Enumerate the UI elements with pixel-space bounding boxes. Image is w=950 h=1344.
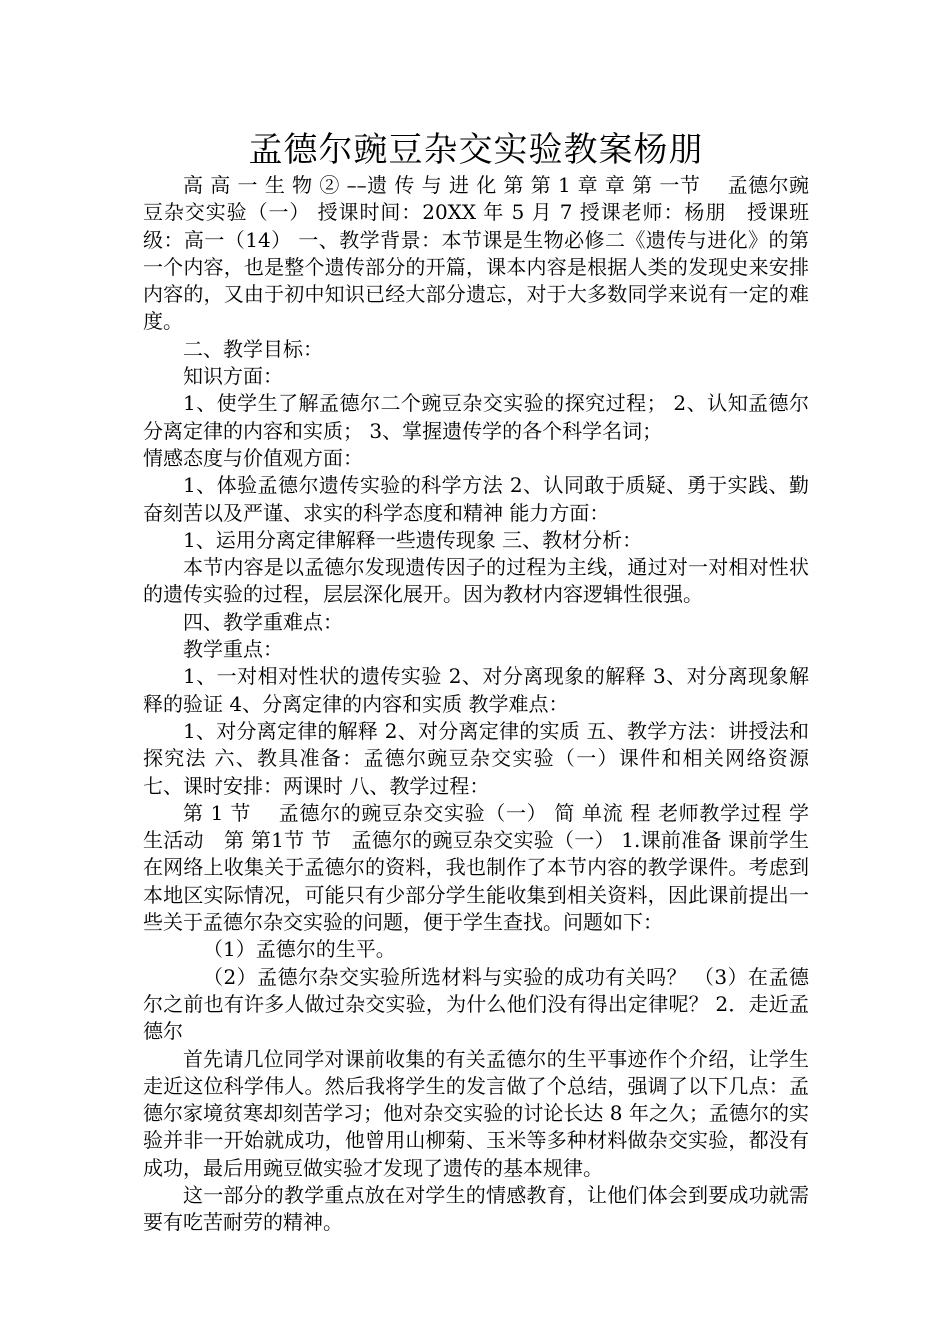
paragraph-difficulty-items: 1、对分离定律的解释 2、对分离定律的实质 五、教学方法：讲授法和探究法 六、教具准备：孟德尔豌豆杂交实验（一）课件和相关网络资源 七、课时安排：两课时 八、教学过程： xyxy=(143,718,809,798)
paragraph-key-points-heading: 四、教学重难点： xyxy=(183,609,343,634)
paragraph-emotional-education: 这一部分的教学重点放在对学生的情感教育，让他们体会到要成功就需要有吃苦耐劳的精神。 xyxy=(143,1182,809,1235)
paragraph-teaching-goals-heading: 二、教学目标： xyxy=(183,336,323,361)
paragraph-key-heading: 教学重点： xyxy=(183,637,283,662)
paragraph-question-1: （1）孟德尔的生平。 xyxy=(203,937,396,962)
document-title: 孟德尔豌豆杂交实验教案杨朋 xyxy=(248,130,704,170)
paragraph-attitude-heading: 情感态度与价值观方面： xyxy=(143,445,363,470)
paragraph-approach-mendel: 首先请几位同学对课前收集的有关孟德尔的生平事迹作个介绍，让学生走近这位科学伟人。然后我将学生的发言做了个总结，强调了以下几点：孟德尔家境贫寒却刻苦学习；他对杂交实验的讨论长达 8 年之久；孟德尔的实验并非一开始就成功，他曾用山柳菊、玉米等多种材料做杂交实验，都没有成功，最后用豌豆做实验才发现了遗传的基本规律。 xyxy=(143,1046,809,1180)
paragraph-question-2-3: （2）孟德尔杂交实验所选材料与实验的成功有关吗？ （3）在孟德尔之前也有许多人做过杂交实验，为什么他们没有得出定律呢？ 2．走近孟德尔 xyxy=(143,964,809,1044)
paragraph-header-info: 高 高 一 生 物 ② ––遗 传 与 进 化 第 第 1 章 章 第 一节 孟德尔豌豆杂交实验（一） 授课时间：20XX 年 5 月 7 授课老师：杨朋 授课班级：高一（14） 一、教学背景：本节课是生物必修二《遗传与进化》的第一个内容，也是整个遗传部分的开篇，课本内容是根据人类的发现史来安排内容的，又由于初中知识已经大部分遗忘，对于大多数同学来说有一定的难度。 xyxy=(143,173,809,334)
paragraph-lesson-flow: 第 1 节 孟德尔的豌豆杂交实验（一） 简 单流 程 老师教学过程 学 生活动 第 第1节 节 孟德尔的豌豆杂交实验（一） 1.课前准备 课前学生在网络上收集关于孟德尔的资料，我也制作了本节内容的教学课件。考虑到本地区实际情况，可能只有少部分学生能收集到相关资料，因此课前提出一些关于孟德尔杂交实验的问题，便于学生查找。问题如下： xyxy=(143,800,809,935)
paragraph-knowledge-items: 1、使学生了解孟德尔二个豌豆杂交实验的探究过程； 2、认知孟德尔分离定律的内容和实质； 3、掌握遗传学的各个科学名词； xyxy=(143,391,809,443)
paragraph-knowledge-heading: 知识方面： xyxy=(183,364,283,389)
paragraph-material-analysis: 本节内容是以孟德尔发现遗传因子的过程为主线，通过对一对相对性状的遗传实验的过程，层层深化展开。因为教材内容逻辑性很强。 xyxy=(143,555,809,607)
document-page xyxy=(143,128,809,1237)
paragraph-attitude-items: 1、体验孟德尔遗传实验的科学方法 2、认同敢于质疑、勇于实践、勤奋刻苦以及严谨、求实的科学态度和精神 能力方面： xyxy=(143,473,809,525)
paragraph-key-items: 1、一对相对性状的遗传实验 2、对分离现象的解释 3、对分离现象解释的验证 4、分离定律的内容和实质 教学难点： xyxy=(143,664,809,716)
paragraph-ability-items: 1、运用分离定律解释一些遗传现象 三、教材分析： xyxy=(183,527,643,552)
